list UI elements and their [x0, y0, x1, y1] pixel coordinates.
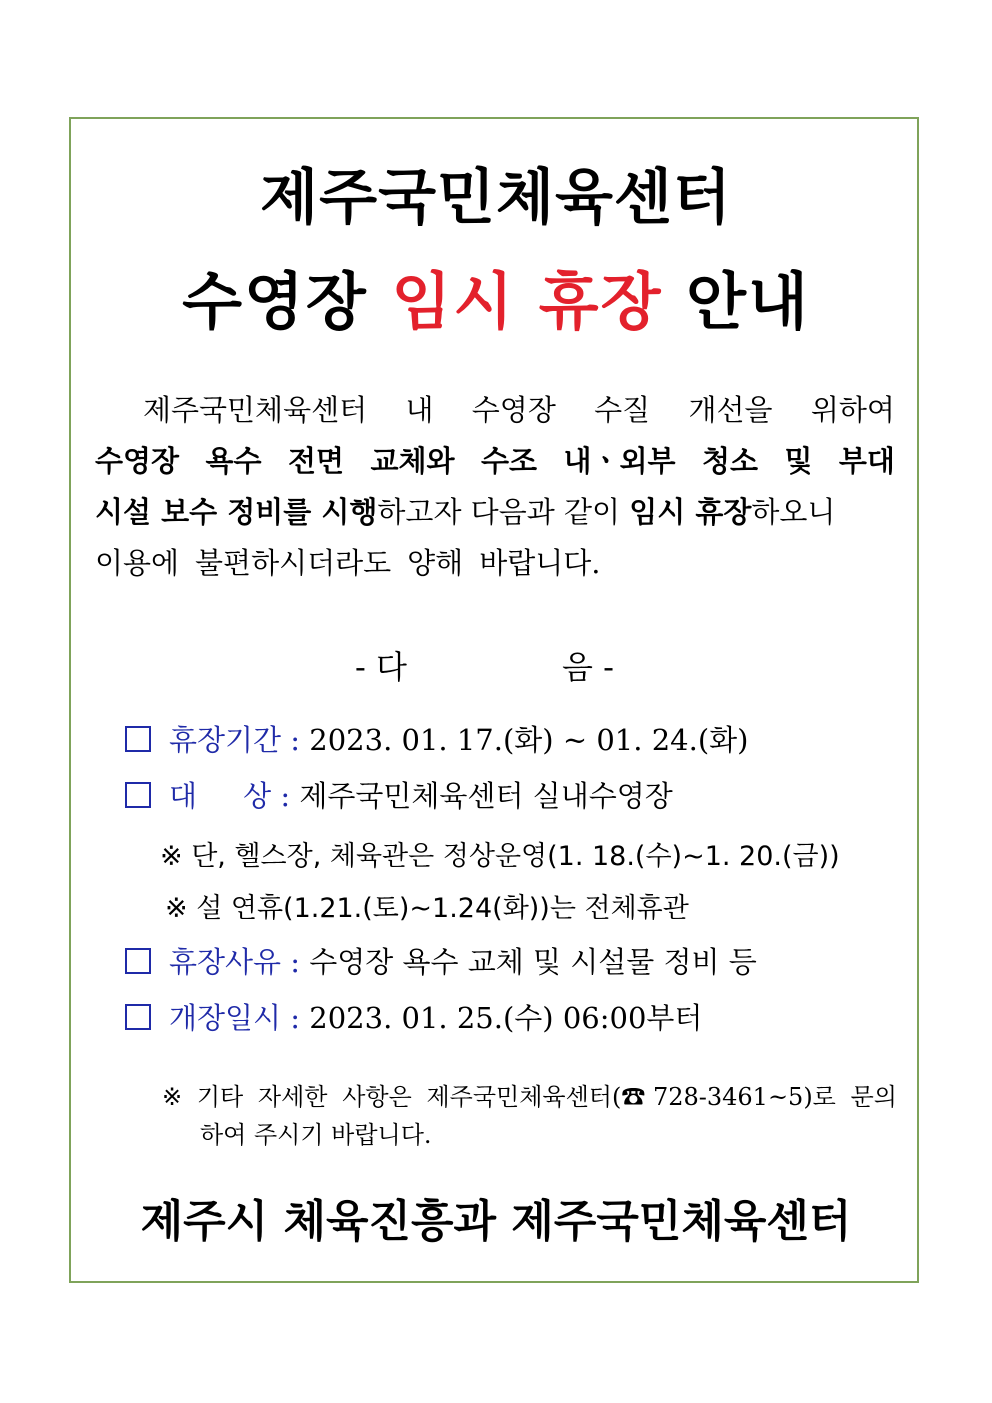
checkbox-square-icon: [125, 782, 151, 808]
title-notice: 안내: [686, 265, 810, 338]
footer-organization: 제주시 체육진흥과 제주국민체육센터: [140, 1196, 852, 1247]
paragraph-line-1: 제주국민체육센터 내 수영장 수질 개선을 위하여: [143, 393, 895, 427]
checkbox-square-icon: [125, 1004, 151, 1030]
section-heading-da: - 다: [355, 648, 407, 686]
intro-paragraph: [95, 385, 895, 589]
checkbox-square-icon: [125, 726, 151, 752]
title-pool: 수영장: [182, 265, 368, 338]
item-closure-period: 휴장기간 : 2023. 01. 17.(화) ~ 01. 24.(화): [125, 718, 748, 759]
checkbox-square-icon: [125, 948, 151, 974]
contact-note-line-2: 하여 주시기 바랍니다.: [200, 1121, 432, 1149]
title-temporary-closure: 임시 휴장: [391, 265, 663, 338]
note-normal-operation: ※ 단, 헬스장, 체육관은 정상운영(1. 18.(수)~1. 20.(금)): [160, 841, 840, 872]
item-closure-reason: 휴장사유 : 수영장 욕수 교체 및 시설물 정비 등: [125, 940, 757, 981]
contact-note-line-1: ※ 기타 자세한 사항은 제주국민체육센터(☎ 728-3461~5)로 문의: [162, 1083, 897, 1111]
section-heading-eum: 음 -: [562, 648, 614, 686]
title-line-2: [0, 252, 992, 341]
item-reopen-date: 개장일시 : 2023. 01. 25.(수) 06:00부터: [125, 996, 702, 1037]
title-line-1: 제주국민체육센터: [260, 163, 732, 233]
item-target: 대 상 : 제주국민체육센터 실내수영장: [125, 774, 673, 815]
contact-note: [162, 1078, 897, 1154]
note-holiday-closure: ※ 설 연휴(1.21.(토)~1.24(화))는 전체휴관: [165, 893, 689, 924]
paragraph-line-3: 시설 보수 정비를 시행 하고자 다음과 같이 임시 휴장 하오니: [95, 495, 836, 529]
paragraph-line-2: 수영장 욕수 전면 교체와 수조 내ㆍ외부 청소 및 부대: [95, 444, 895, 478]
paragraph-line-4: 이용에 불편하시더라도 양해 바랍니다.: [95, 546, 601, 580]
